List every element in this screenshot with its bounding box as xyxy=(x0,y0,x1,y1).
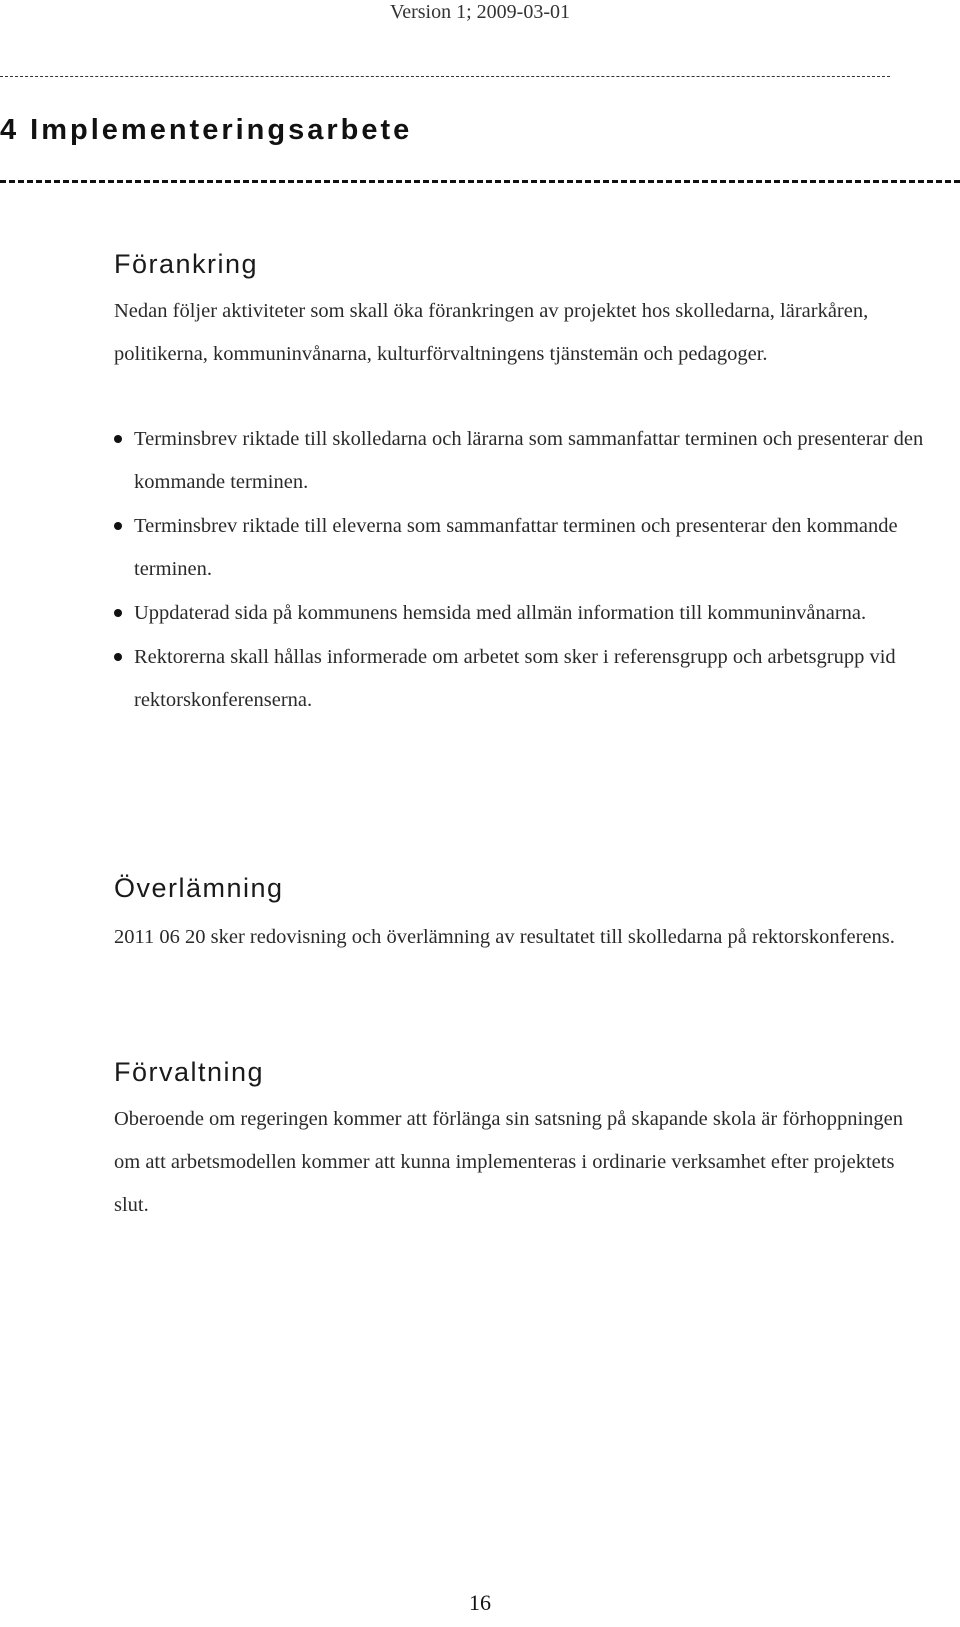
header-divider xyxy=(0,76,890,77)
forankring-bullet-list xyxy=(114,418,944,723)
bullet-text: Terminsbrev riktade till eleverna som sammanfattar terminen och presenterar den kommande terminen. xyxy=(134,515,898,580)
bullet-text: Uppdaterad sida på kommunens hemsida med allmän information till kommuninvånarna. xyxy=(134,602,867,624)
forvaltning-text: Oberoende om regeringen kommer att förlänga sin satsning på skapande skola är förhoppningen om att arbetsmodellen kommer att kunna implementeras i ordinarie verksamhet efter projektets slut. xyxy=(114,1108,904,1216)
bullet-icon xyxy=(114,522,122,530)
list-item xyxy=(114,636,944,722)
chapter-divider xyxy=(0,180,960,183)
version-header: Version 1; 2009-03-01 xyxy=(390,1,570,23)
bullet-text: Terminsbrev riktade till skolledarna och lärarna som sammanfattar terminen och presenterar den kommande terminen. xyxy=(134,428,924,493)
page-number: 16 xyxy=(469,1590,491,1615)
bullet-icon xyxy=(114,653,122,661)
bullet-icon xyxy=(114,609,122,617)
overlamning-text: 2011 06 20 sker redovisning och överlämning av resultatet till skolledarna på rektorskonferens. xyxy=(114,926,895,948)
list-item xyxy=(114,592,944,635)
bullet-icon xyxy=(114,435,122,443)
forankring-intro: Nedan följer aktiviteter som skall öka förankringen av projektet hos skolledarna, lärarkåren, politikerna, kommuninvånarna, kulturförvaltningens tjänstemän och pedagoger. xyxy=(114,300,869,365)
section-heading-forankring: Förankring xyxy=(114,249,259,279)
list-item xyxy=(114,505,944,591)
section-heading-forvaltning: Förvaltning xyxy=(114,1057,265,1087)
chapter-title: 4 Implementeringsarbete xyxy=(0,114,413,146)
section-heading-overlamning: Överlämning xyxy=(114,873,284,903)
list-item xyxy=(114,418,944,504)
bullet-text: Rektorerna skall hållas informerade om arbetet som sker i referensgrupp och arbetsgrupp vid rektorskonferenserna. xyxy=(134,646,896,711)
